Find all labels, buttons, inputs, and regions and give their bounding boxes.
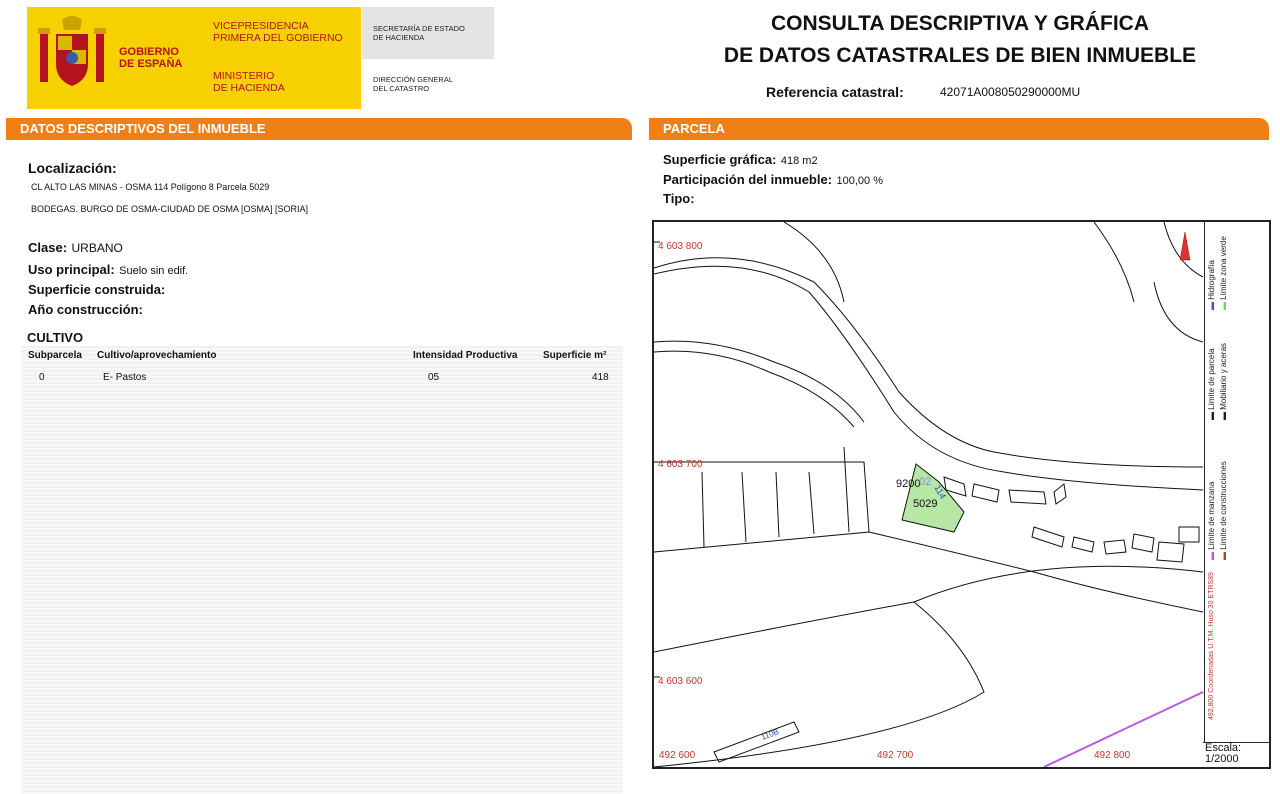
descriptivos-header: DATOS DESCRIPTIVOS DEL INMUEBLE [6, 118, 632, 140]
clase-value: URBANO [71, 241, 123, 255]
table-cell-superficie: 418 [592, 372, 609, 383]
ministerio-text: MINISTERIO DE HACIENDA [213, 70, 285, 94]
localizacion-label: Localización: [28, 160, 117, 176]
escala-block: Escala: 1/2000 [1205, 742, 1242, 765]
table-cell-subparcela: 0 [39, 372, 45, 383]
superficie-grafica-label: Superficie gráfica: [663, 152, 777, 167]
tipo-label: Tipo: [663, 191, 695, 206]
clase-row [28, 239, 123, 257]
participacion-label: Participación del inmueble: [663, 172, 833, 187]
table-header-intensidad: Intensidad Productiva [413, 350, 518, 361]
map-drawing [654, 222, 1203, 767]
localizacion-line1: CL ALTO LAS MINAS - OSMA 114 Polígono 8 Parcela 5029 [31, 182, 270, 192]
table-header-superficie: Superficie m² [543, 350, 607, 361]
referencia-value: 42071A008050290000MU [940, 85, 1081, 99]
parcel-label-5029: 5029 [913, 498, 938, 510]
parcel-label-114: 114 [932, 483, 949, 501]
secretaria-text: SECRETARÍA DE ESTADO DE HACIENDA [373, 24, 465, 42]
superficie-grafica-value: 418 m2 [780, 155, 818, 167]
participacion-row [663, 171, 883, 189]
legend-item-zona-verde: ▬ Límite zona verde [1219, 236, 1228, 310]
table-header-subparcela: Subparcela [28, 350, 82, 361]
anio-construccion-label: Año construcción: [28, 302, 143, 317]
gobierno-espana-text: GOBIERNO DE ESPAÑA [119, 46, 183, 70]
participacion-value: 100,00 % [836, 175, 883, 187]
x-coord-label: 492 600 [659, 750, 696, 761]
superficie-construida-label: Superficie construida: [28, 282, 166, 297]
uso-value: Suelo sin edif. [119, 265, 189, 277]
coat-of-arms-icon [36, 14, 108, 94]
y-coord-label: 4 603 800 [658, 241, 703, 252]
clase-label: Clase: [28, 240, 68, 255]
legend-item-manzana: ▬ Límite de manzana [1207, 481, 1216, 560]
building-label: 110B [760, 727, 781, 742]
parcela-header: PARCELA [649, 118, 1269, 140]
table-cell-intensidad: 05 [428, 372, 440, 383]
legend-item-parcela: ▬ Límite de parcela [1207, 348, 1216, 420]
legend-item-mobiliario: ▬ Mobiliario y aceras [1219, 343, 1228, 420]
uso-label: Uso principal: [28, 262, 115, 277]
legend-item-construcciones: ▬ Límite de construcciones [1219, 461, 1228, 560]
localizacion-line2: BODEGAS. BURGO DE OSMA-CIUDAD DE OSMA [OSMA] [SORIA] [31, 204, 309, 214]
vicepresidencia-text: VICEPRESIDENCIA PRIMERA DEL GOBIERNO [213, 20, 343, 44]
coord-system-note: 492,800 Coordenadas U.T.M. Huso 30 ETRS89 [1208, 572, 1215, 720]
table-header-cultivo: Cultivo/aprovechamiento [97, 350, 217, 361]
referencia-label: Referencia catastral: [766, 84, 904, 100]
y-coord-label: 4 603 600 [658, 676, 703, 687]
parcel-label-9200: 9200 [896, 478, 921, 490]
uso-row [28, 261, 188, 279]
superficie-grafica-row [663, 151, 818, 169]
cultivo-title: CULTIVO [27, 330, 84, 345]
y-coord-label: 4 603 700 [658, 459, 703, 470]
cultivo-table [21, 346, 623, 794]
legend-item-hidrografia: ▬ Hidrografía [1207, 260, 1216, 310]
page-title: CONSULTA DESCRIPTIVA Y GRÁFICA DE DATOS CATASTRALES DE BIEN INMUEBLE [723, 12, 1197, 67]
direccion-text: DIRECCIÓN GENERAL DEL CATASTRO [373, 75, 454, 93]
table-cell-cultivo: E- Pastos [103, 372, 147, 383]
x-coord-label: 492 800 [1094, 750, 1131, 761]
parcel-label-02: 02 [919, 476, 932, 488]
x-coord-label: 492 700 [877, 750, 914, 761]
